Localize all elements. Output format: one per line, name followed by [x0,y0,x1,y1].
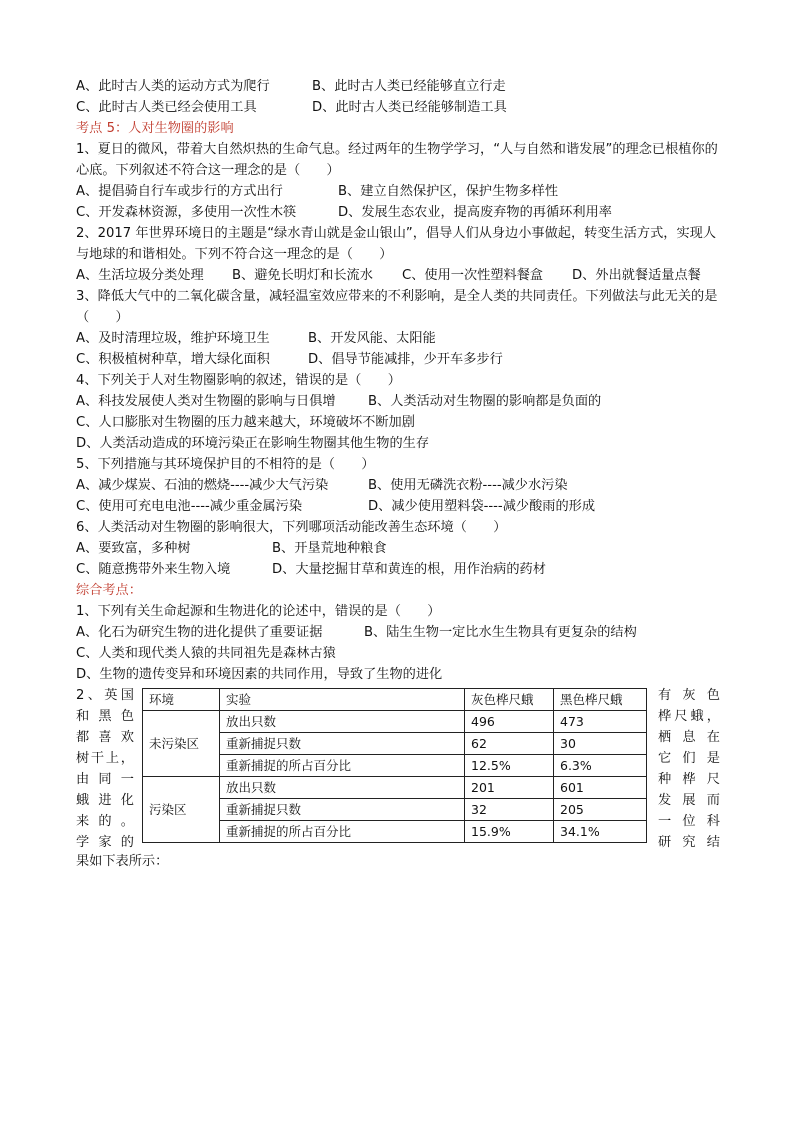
table-cell: 放出只数 [220,777,465,799]
table-cell: 重新捕捉只数 [220,733,465,755]
text-line: 栖 息 在 [658,730,720,745]
header-cell: 灰色桦尺蛾 [465,689,554,711]
option-b: B、开垦荒地种粮食 [272,541,387,556]
header-cell: 环境 [143,689,220,711]
text-line: 学 家 的 [76,835,134,850]
question-text-left [76,685,134,853]
option-row [76,97,720,118]
text-line: 由 同 一 [76,772,134,787]
question-stem: 1、下列有关生命起源和生物进化的论述中，错误的是（ ） [76,604,441,619]
option-row [76,76,720,97]
document-page [76,76,720,872]
table-cell: 30 [554,733,647,755]
text-line: 来 的 。 [76,814,134,829]
text-line: 树干上， [76,751,134,766]
option-b: B、建立自然保护区，保护生物多样性 [338,184,559,199]
option-row [76,349,720,370]
option-c: C、此时古人类已经会使用工具 [76,100,257,115]
option-c: C、开发森林资源，多使用一次性木筷 [76,205,297,220]
option-row [76,202,720,223]
table-header-row [143,689,647,711]
moth-data-table [142,688,647,843]
option-a: A、科技发展使人类对生物圈的影响与日俱增 [76,394,336,409]
option-c: C、使用一次性塑料餐盒 [402,268,544,283]
text-line: 蛾 进 化 [76,793,134,808]
option-c: C、积极植树种草，增大绿化面积 [76,352,270,367]
option-row [76,538,720,559]
option-a: A、此时古人类的运动方式为爬行 [76,79,270,94]
table-cell: 601 [554,777,647,799]
table-cell: 32 [465,799,554,821]
section-heading: 综合考点： [76,583,142,598]
env-cell: 污染区 [143,777,220,843]
text-line: 种 桦 尺 [658,772,720,787]
option-b: B、开发风能、太阳能 [308,331,436,346]
option-c: C、随意携带外来生物入境 [76,562,231,577]
question-text-right [658,685,720,853]
option-a: A、要致富，多种树 [76,541,191,556]
option-d: D、人类活动造成的环境污染正在影响生物圈其他生物的生存 [76,436,430,451]
table-cell: 201 [465,777,554,799]
option-a: A、及时清理垃圾，维护环境卫生 [76,331,270,346]
table-cell: 496 [465,711,554,733]
header-cell: 实验 [220,689,465,711]
option-b: B、此时古人类已经能够直立行走 [312,79,506,94]
option-d: D、生物的遗传变异和环境因素的共同作用，导致了生物的进化 [76,667,443,682]
section-heading: 考点 5：人对生物圈的影响 [76,121,234,136]
option-d: D、发展生态农业，提高废弃物的再循环利用率 [338,205,612,220]
text-line: 2、英国 [76,688,134,703]
option-row [76,265,720,286]
table-cell: 12.5% [465,755,554,777]
question-stem: 3、降低大气中的二氧化碳含量，减轻温室效应带来的不利影响，是全人类的共同责任。下列做法与此无关的是（ ） [76,289,718,325]
table-row [143,777,647,799]
option-c: C、人类和现代类人猿的共同祖先是森林古猿 [76,646,336,661]
table-cell: 62 [465,733,554,755]
table-cell: 15.9% [465,821,554,843]
question-stem: 4、下列关于人对生物圈影响的叙述，错误的是（ ） [76,373,401,388]
option-d: D、减少使用塑料袋----减少酸雨的形成 [368,499,596,514]
env-cell: 未污染区 [143,711,220,777]
option-d: D、外出就餐适量点餐 [572,268,701,283]
option-b: B、使用无磷洗衣粉----减少水污染 [368,478,568,493]
option-a: A、减少煤炭、石油的燃烧----减少大气污染 [76,478,329,493]
question-tail: 果如下表所示： [76,854,169,869]
text-line: 桦尺蛾， [658,709,720,724]
header-cell: 黑色桦尺蛾 [554,689,647,711]
option-c: C、人口膨胀对生物圈的压力越来越大，环境破坏不断加剧 [76,415,415,430]
option-row [76,328,720,349]
text-line: 发 展 而 [658,793,720,808]
option-row [76,559,720,580]
text-line: 研 究 结 [658,835,720,850]
question-stem: 6、人类活动对生物圈的影响很大，下列哪项活动能改善生态环境（ ） [76,520,507,535]
question-stem: 2、2017 年世界环境日的主题是“绿水青山就是金山银山”，倡导人们从身边小事做起，转变生活方式，实现人与地球的和谐相处。下列不符合这一理念的是（ ） [76,226,717,262]
option-b: B、人类活动对生物圈的影响都是负面的 [368,394,602,409]
option-row [76,181,720,202]
text-line: 一 位 科 [658,814,720,829]
option-a: A、化石为研究生物的进化提供了重要证据 [76,625,323,640]
table-cell: 重新捕捉的所占百分比 [220,821,465,843]
moth-question [76,685,720,851]
option-a: A、提倡骑自行车或步行的方式出行 [76,184,283,199]
option-c: C、使用可充电电池----减少重金属污染 [76,499,303,514]
table-cell: 放出只数 [220,711,465,733]
option-row [76,496,720,517]
text-line: 都 喜 欢 [76,730,134,745]
option-d: D、此时古人类已经能够制造工具 [312,100,507,115]
text-line: 和 黑 色 [76,709,134,724]
option-row [76,475,720,496]
table-cell: 重新捕捉的所占百分比 [220,755,465,777]
table-cell: 473 [554,711,647,733]
option-b: B、陆生生物一定比水生生物具有更复杂的结构 [364,625,637,640]
option-d: D、倡导节能减排，少开车多步行 [308,352,503,367]
text-line: 它 们 是 [658,751,720,766]
option-d: D、大量挖掘甘草和黄连的根，用作治病的药材 [272,562,546,577]
table-cell: 205 [554,799,647,821]
table-cell: 重新捕捉只数 [220,799,465,821]
question-stem: 5、下列措施与其环境保护目的不相符的是（ ） [76,457,375,472]
option-b: B、避免长明灯和长流水 [232,268,373,283]
table-cell: 6.3% [554,755,647,777]
table-row [143,711,647,733]
option-row [76,622,720,643]
option-a: A、生活垃圾分类处理 [76,268,204,283]
text-line: 有 灰 色 [658,688,720,703]
question-stem: 1、夏日的微风，带着大自然炽热的生命气息。经过两年的生物学学习，“人与自然和谐发展”的理念已根植你的心底。下列叙述不符合这一理念的是（ ） [76,142,718,178]
option-row [76,391,720,412]
table-cell: 34.1% [554,821,647,843]
